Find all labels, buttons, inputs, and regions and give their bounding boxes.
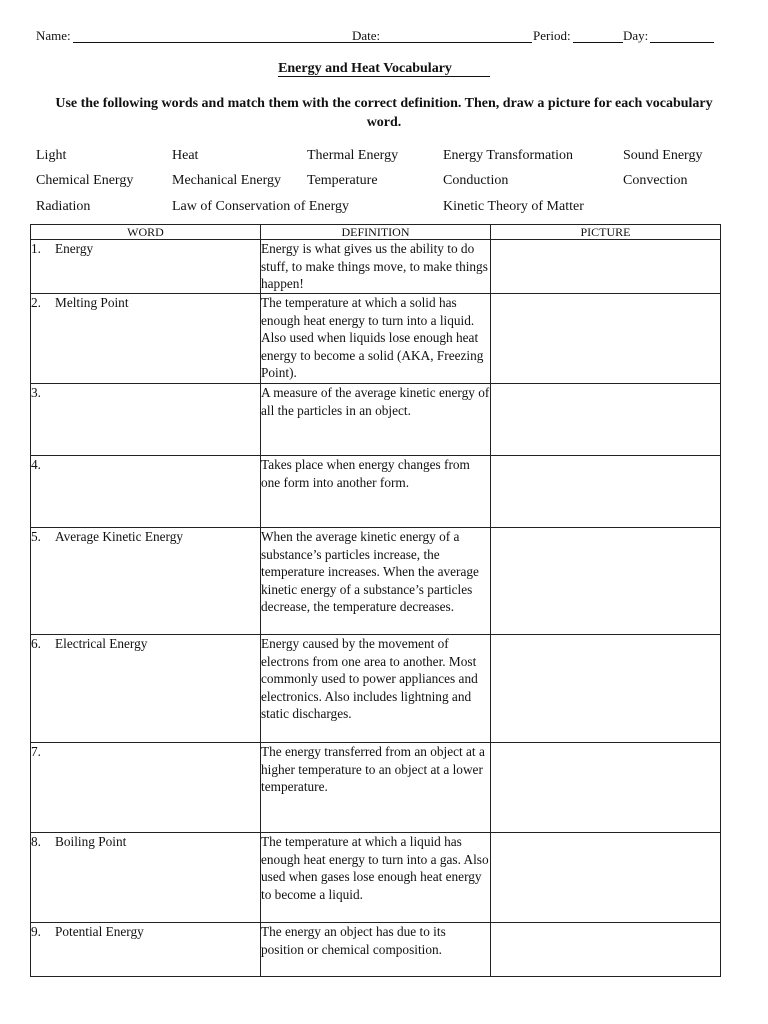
word-cell[interactable] <box>31 294 261 384</box>
word-text: Electrical Energy <box>55 636 148 651</box>
picture-cell[interactable] <box>491 456 721 528</box>
vocabulary-table <box>30 224 721 977</box>
column-header-picture: PICTURE <box>491 225 721 240</box>
word-bank-item: Law of Conservation of Energy <box>172 199 350 214</box>
word-text: Potential Energy <box>55 924 144 939</box>
definition-cell: The energy transferred from an object at a higher temperature to an object at a lower temperature. <box>261 743 491 833</box>
word-bank-item: Convection <box>623 173 688 188</box>
table-row <box>31 743 721 833</box>
word-text: Energy <box>55 241 94 256</box>
picture-cell[interactable] <box>491 240 721 294</box>
name-label: Name: <box>36 28 71 43</box>
table-row <box>31 456 721 528</box>
word-bank-item: Light <box>36 148 67 163</box>
row-number: 8. <box>31 834 41 849</box>
row-number: 9. <box>31 924 41 939</box>
definition-cell: A measure of the average kinetic energy of all the particles in an object. <box>261 384 491 456</box>
word-bank-item: Temperature <box>307 173 378 188</box>
picture-cell[interactable] <box>491 294 721 384</box>
table-row <box>31 294 721 384</box>
day-blank[interactable] <box>650 42 714 43</box>
definition-cell: The temperature at which a solid has enough heat energy to turn into a liquid. Also used when liquids lose enough heat energy to become a solid (AKA, Freezing Point). <box>261 294 491 384</box>
page-title-text: Energy and Heat Vocabulary <box>278 61 490 77</box>
student-info-line <box>36 28 736 46</box>
picture-cell[interactable] <box>491 528 721 635</box>
day-label: Day: <box>623 28 649 43</box>
word-cell[interactable] <box>31 456 261 528</box>
table-row <box>31 528 721 635</box>
row-number: 7. <box>31 744 41 759</box>
word-bank-item: Thermal Energy <box>307 148 399 163</box>
date-blank[interactable] <box>382 42 532 43</box>
row-number: 3. <box>31 385 41 400</box>
word-bank-item: Heat <box>172 148 199 163</box>
definition-cell: Takes place when energy changes from one form into another form. <box>261 456 491 528</box>
word-text: Average Kinetic Energy <box>55 529 183 544</box>
word-bank-item: Mechanical Energy <box>172 173 281 188</box>
picture-cell[interactable] <box>491 833 721 923</box>
column-header-word: WORD <box>31 225 261 240</box>
picture-cell[interactable] <box>491 923 721 977</box>
picture-cell[interactable] <box>491 384 721 456</box>
row-number: 2. <box>31 295 41 310</box>
row-number: 1. <box>31 241 41 256</box>
word-text: Boiling Point <box>55 834 127 849</box>
period-blank[interactable] <box>573 42 623 43</box>
word-cell[interactable] <box>31 240 261 294</box>
table-row <box>31 923 721 977</box>
table-row <box>31 240 721 294</box>
table-header-row <box>31 225 721 240</box>
picture-cell[interactable] <box>491 635 721 743</box>
word-cell[interactable] <box>31 923 261 977</box>
word-cell[interactable] <box>31 384 261 456</box>
word-cell[interactable] <box>31 528 261 635</box>
word-bank-item: Chemical Energy <box>36 173 134 188</box>
date-label: Date: <box>352 28 381 43</box>
definition-cell: Energy is what gives us the ability to do stuff, to make things move, to make things happen! <box>261 240 491 294</box>
table-row <box>31 384 721 456</box>
definition-cell: When the average kinetic energy of a substance’s particles increase, the temperature increases. When the average kinetic energy of a substance’s particles decrease, the temperature decreases. <box>261 528 491 635</box>
table-row <box>31 833 721 923</box>
word-bank-item: Conduction <box>443 173 509 188</box>
instructions: Use the following words and match them with the correct definition. Then, draw a picture for each vocabulary word. <box>55 96 713 130</box>
name-blank[interactable] <box>73 42 388 43</box>
word-bank-item: Energy Transformation <box>443 148 574 163</box>
definition-cell: Energy caused by the movement of electrons from one area to another. Most commonly used to power appliances and electronics. Also includes lightning and static discharges. <box>261 635 491 743</box>
definition-cell: The energy an object has due to its position or chemical composition. <box>261 923 491 977</box>
picture-cell[interactable] <box>491 743 721 833</box>
word-text: Melting Point <box>55 295 129 310</box>
row-number: 6. <box>31 636 41 651</box>
word-bank-item: Sound Energy <box>623 148 703 163</box>
word-cell[interactable] <box>31 833 261 923</box>
row-number: 4. <box>31 457 41 472</box>
definition-cell: The temperature at which a liquid has enough heat energy to turn into a gas. Also used when gases lose enough heat energy to become a liquid. <box>261 833 491 923</box>
word-bank-item: Radiation <box>36 199 91 214</box>
table-row <box>31 635 721 743</box>
row-number: 5. <box>31 529 41 544</box>
column-header-definition: DEFINITION <box>261 225 491 240</box>
word-bank-item: Kinetic Theory of Matter <box>443 199 584 214</box>
word-cell[interactable] <box>31 635 261 743</box>
page-title <box>0 61 768 77</box>
word-cell[interactable] <box>31 743 261 833</box>
period-label: Period: <box>533 28 571 43</box>
